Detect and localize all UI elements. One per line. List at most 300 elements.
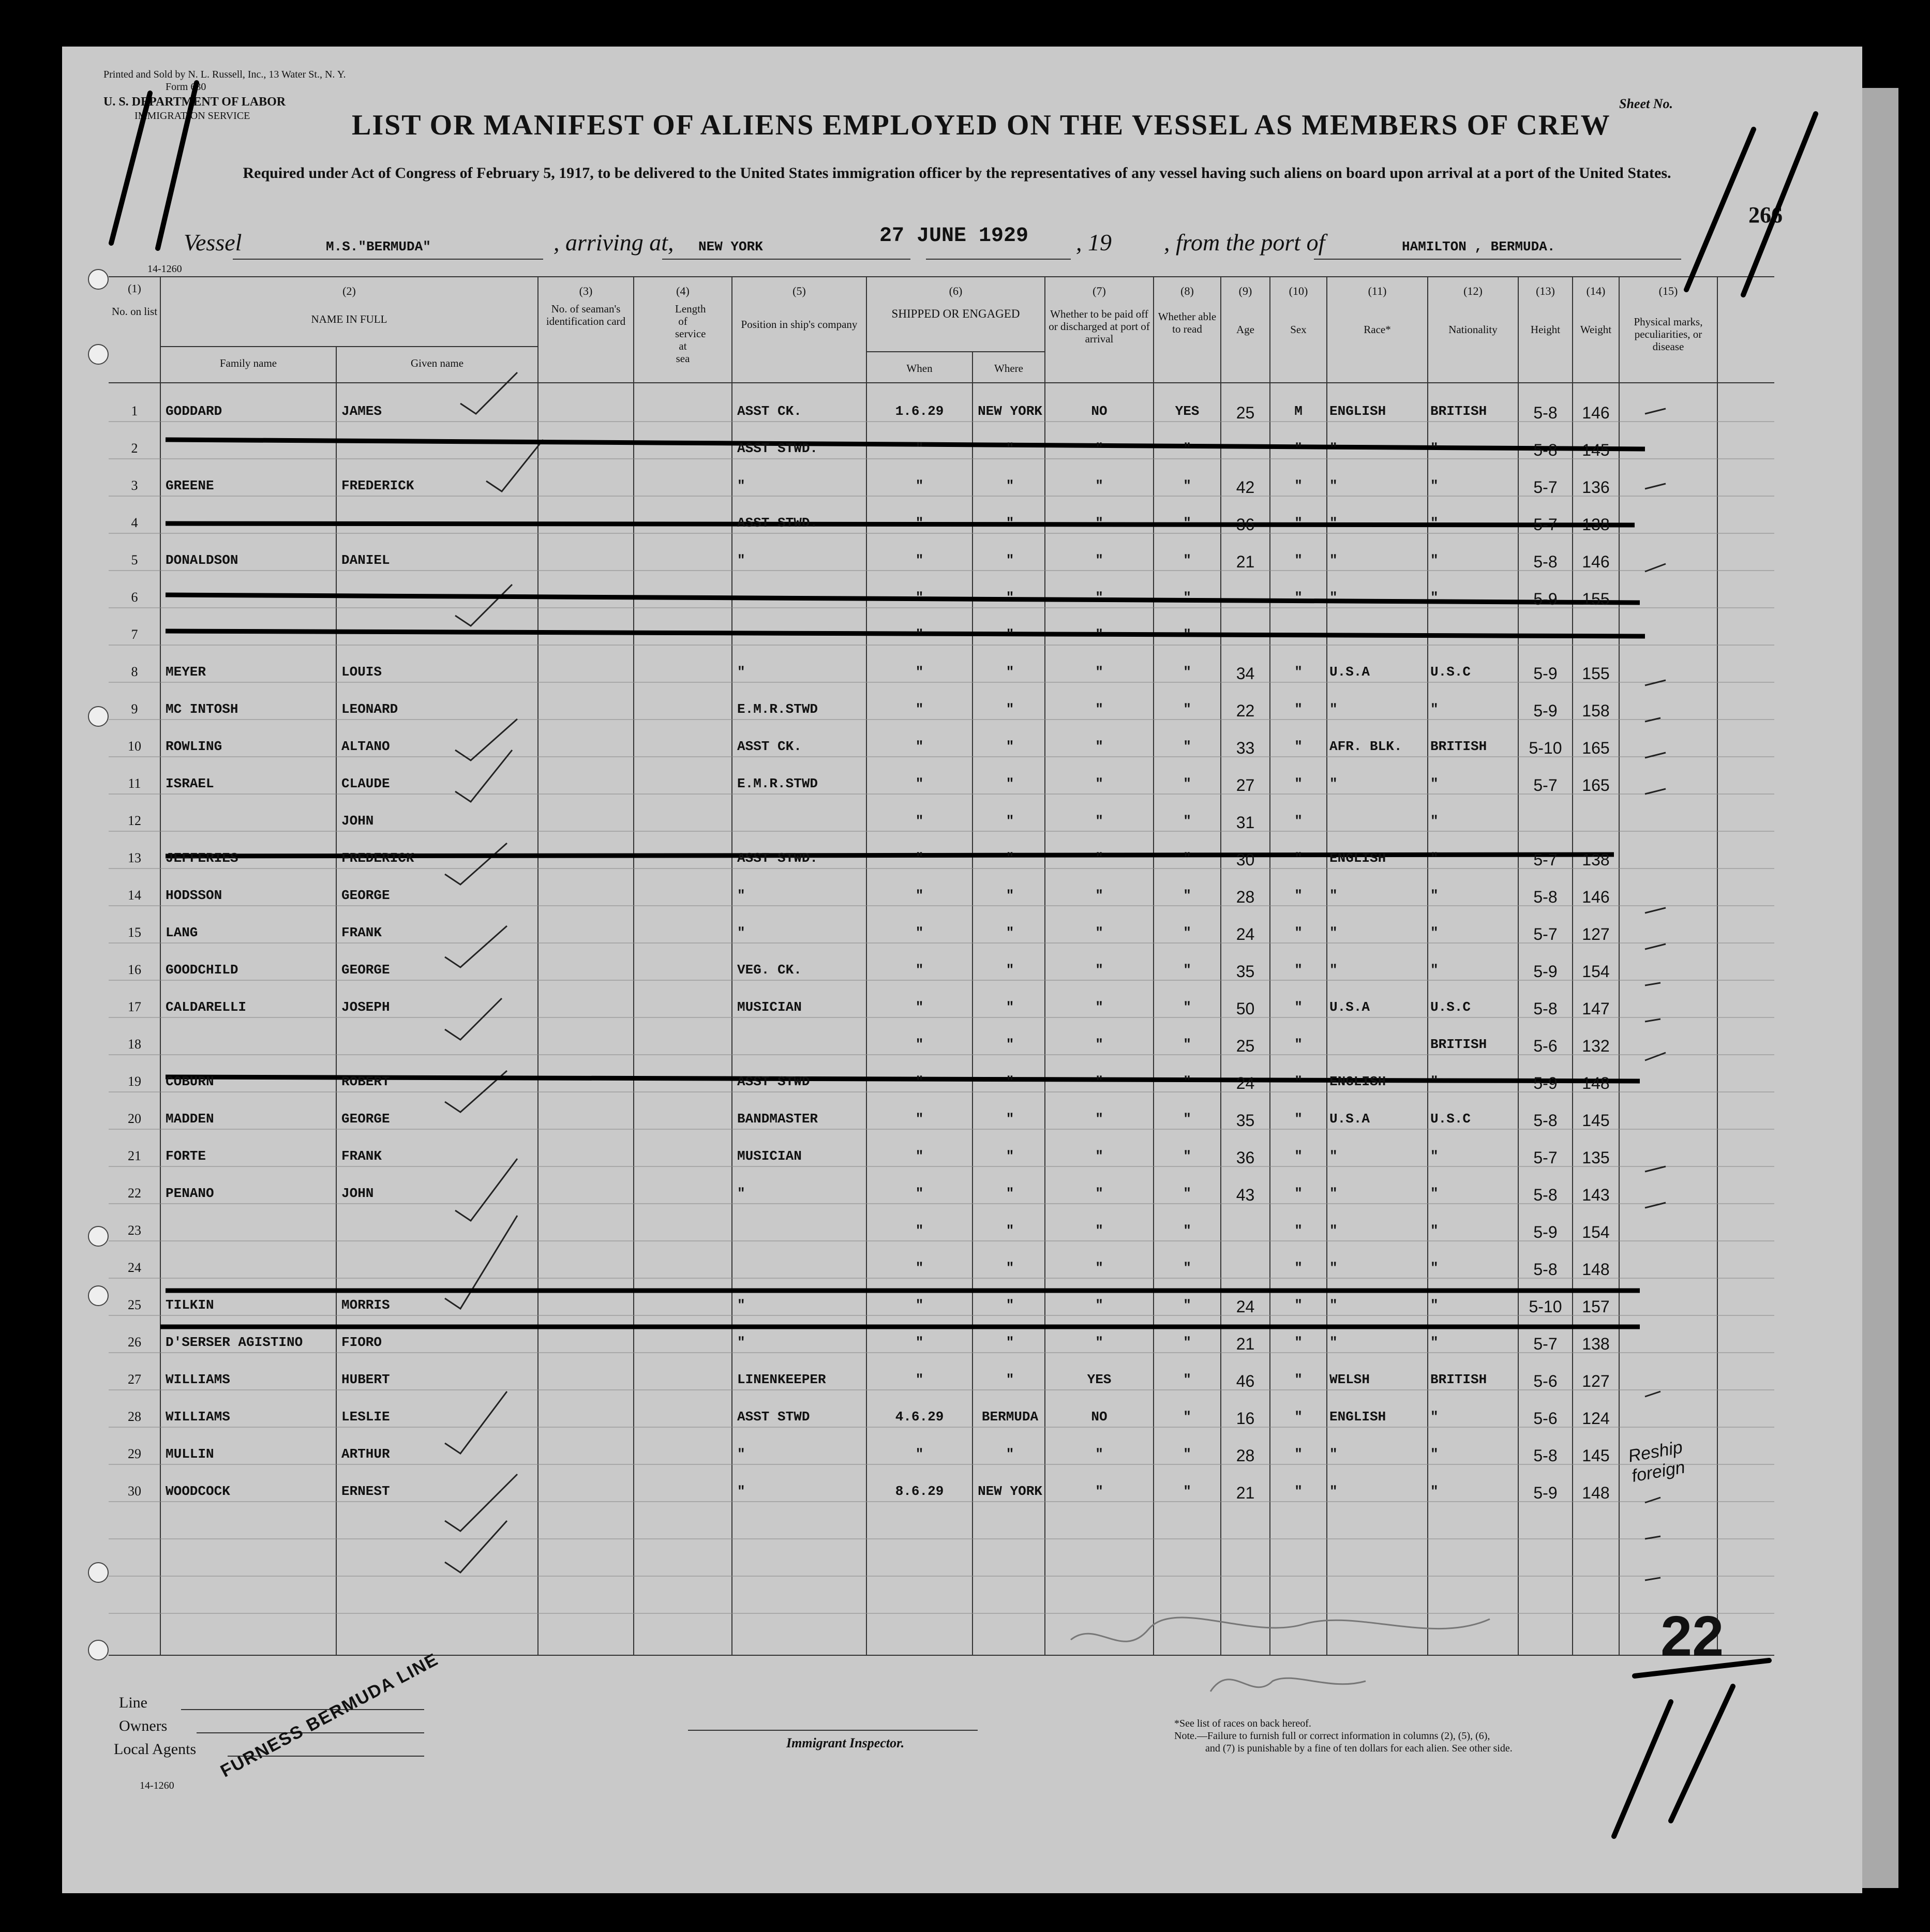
row-22-shipped-when: " (915, 1186, 924, 1201)
row-19-race: ENGLISH (1329, 1074, 1386, 1089)
row-1-shipped-where: NEW YORK (978, 403, 1042, 419)
col-10-number: (10) (1289, 284, 1308, 297)
row-25-given-name: MORRIS (341, 1297, 390, 1313)
row-5-family-name: DONALDSON (166, 552, 238, 568)
row-20-family-name: MADDEN (166, 1111, 214, 1127)
row-16-shipped-where: " (1006, 962, 1014, 978)
row-24-row-number: 24 (128, 1260, 141, 1275)
row-29-race: " (1329, 1446, 1338, 1462)
vessel-name: M.S."BERMUDA" (326, 239, 431, 254)
row-19-paid-off: " (1095, 1074, 1103, 1089)
row-3-height: 5-7 (1533, 478, 1558, 497)
row-13-height: 5-7 (1533, 850, 1558, 869)
row-7-row-number: 7 (131, 627, 138, 642)
row-28-age: 16 (1236, 1409, 1255, 1428)
row-5-shipped-where: " (1006, 552, 1014, 568)
row-30-weight: 148 (1582, 1484, 1610, 1502)
row-19-position: ASST STWD (737, 1074, 810, 1089)
row-17-nationality: U.S.C (1430, 999, 1471, 1015)
row-12-age: 31 (1236, 813, 1255, 832)
form-number: Form 630 (166, 81, 206, 93)
row-25-sex: " (1294, 1297, 1303, 1313)
row-18-height: 5-6 (1533, 1037, 1558, 1055)
row-18-able-read: " (1183, 1037, 1191, 1052)
row-23-row-number: 23 (128, 1223, 141, 1238)
col-3-number: (3) (579, 284, 593, 297)
row-30-family-name: WOODCOCK (166, 1484, 230, 1499)
row-23-able-read: " (1183, 1223, 1191, 1238)
row-6-row-number: 6 (131, 590, 138, 605)
row-30-shipped-when: 8.6.29 (895, 1484, 944, 1499)
row-8-paid-off: " (1095, 664, 1103, 680)
row-12-shipped-where: " (1006, 813, 1014, 829)
row-5-height: 5-8 (1533, 552, 1558, 571)
row-20-row-number: 20 (128, 1111, 141, 1126)
row-12-shipped-when: " (915, 813, 924, 829)
row-26-given-name: FIORO (341, 1335, 382, 1350)
service: IMMIGRATION SERVICE (134, 110, 250, 122)
row-17-shipped-when: " (915, 999, 924, 1015)
row-26-nationality: " (1430, 1335, 1439, 1350)
row-11-position: E.M.R.STWD (737, 776, 818, 791)
col-5-number: (5) (792, 284, 806, 297)
row-11-sex: " (1294, 776, 1303, 791)
row-28-weight: 124 (1582, 1409, 1610, 1428)
row-20-weight: 145 (1582, 1111, 1610, 1130)
row-25-height: 5-10 (1529, 1297, 1562, 1316)
row-25-able-read: " (1183, 1297, 1191, 1313)
penalty-note-2: and (7) is punishable by a fine of ten dollars for each alien. See other side. (1205, 1743, 1513, 1754)
row-15-family-name: LANG (166, 925, 198, 940)
row-9-paid-off: " (1095, 701, 1103, 717)
row-9-weight: 158 (1582, 701, 1610, 720)
row-2-able-read: " (1183, 441, 1191, 456)
row-3-weight: 136 (1582, 478, 1610, 497)
row-22-row-number: 22 (128, 1186, 141, 1201)
row-16-position: VEG. CK. (737, 962, 802, 978)
row-16-shipped-when: " (915, 962, 924, 978)
row-12-paid-off: " (1095, 813, 1103, 829)
row-16-row-number: 16 (128, 962, 141, 977)
form-code: 14-1260 (147, 263, 182, 275)
row-23-height: 5-9 (1533, 1223, 1558, 1241)
row-2-height: 5-8 (1533, 441, 1558, 459)
row-22-weight: 143 (1582, 1186, 1610, 1204)
row-8-given-name: LOUIS (341, 664, 382, 680)
row-15-sex: " (1294, 925, 1303, 940)
row-17-family-name: CALDARELLI (166, 999, 247, 1015)
year-label: , 19 (1076, 229, 1112, 256)
row-21-height: 5-7 (1533, 1148, 1558, 1167)
row-7-able-read: " (1183, 627, 1191, 642)
row-4-race: " (1329, 515, 1338, 531)
row-3-given-name: FREDERICK (341, 478, 414, 493)
row-11-height: 5-7 (1533, 776, 1558, 795)
row-23-nationality: " (1430, 1223, 1439, 1238)
row-3-race: " (1329, 478, 1338, 493)
line-label: Line (119, 1694, 147, 1711)
row-11-able-read: " (1183, 776, 1191, 791)
requirement-text: Required under Act of Congress of February 5, 1917, to be delivered to the United States immigration officer by the representatives of any vessel having such aliens on board upon arrival at a port of the United States. (243, 164, 1671, 182)
row-26-race: " (1329, 1335, 1338, 1350)
row-15-row-number: 15 (128, 925, 141, 940)
row-20-position: BANDMASTER (737, 1111, 818, 1127)
row-27-given-name: HUBERT (341, 1372, 390, 1387)
row-19-age: 24 (1236, 1074, 1255, 1092)
row-4-age: 36 (1236, 515, 1255, 534)
row-10-age: 33 (1236, 739, 1255, 757)
row-27-height: 5-6 (1533, 1372, 1558, 1390)
row-4-paid-off: " (1095, 515, 1103, 531)
row-16-nationality: " (1430, 962, 1439, 978)
col-11-number: (11) (1368, 284, 1387, 297)
header-paid-off: Whether to be paid off or discharged at port of arrival (1049, 308, 1150, 345)
row-22-age: 43 (1236, 1186, 1255, 1204)
row-22-able-read: " (1183, 1186, 1191, 1201)
row-8-position: " (737, 664, 745, 680)
row-8-shipped-where: " (1006, 664, 1014, 680)
row-24-paid-off: " (1095, 1260, 1103, 1276)
row-8-race: U.S.A (1329, 664, 1370, 680)
row-20-nationality: U.S.C (1430, 1111, 1471, 1127)
row-10-shipped-where: " (1006, 739, 1014, 754)
row-13-race: ENGLISH (1329, 850, 1386, 866)
row-3-shipped-where: " (1006, 478, 1014, 493)
row-21-given-name: FRANK (341, 1148, 382, 1164)
row-18-sex: " (1294, 1037, 1303, 1052)
row-1-shipped-when: 1.6.29 (895, 403, 944, 419)
row-30-shipped-where: NEW YORK (978, 1484, 1042, 1499)
header-able-read: Whether able to read (1158, 310, 1217, 335)
row-27-row-number: 27 (128, 1372, 141, 1387)
row-10-shipped-when: " (915, 739, 924, 754)
row-11-race: " (1329, 776, 1338, 791)
row-9-given-name: LEONARD (341, 701, 398, 717)
row-6-paid-off: " (1095, 590, 1103, 605)
row-28-able-read: " (1183, 1409, 1191, 1425)
row-20-given-name: GEORGE (341, 1111, 390, 1127)
row-8-weight: 155 (1582, 664, 1610, 683)
row-24-shipped-where: " (1006, 1260, 1014, 1276)
row-15-nationality: " (1430, 925, 1439, 940)
row-27-shipped-where: " (1006, 1372, 1014, 1387)
row-3-able-read: " (1183, 478, 1191, 493)
row-9-shipped-when: " (915, 701, 924, 717)
col-1-number: (1) (128, 282, 141, 295)
row-24-height: 5-8 (1533, 1260, 1558, 1279)
row-21-race: " (1329, 1148, 1338, 1164)
header-sex: Sex (1290, 323, 1307, 336)
header-weight: Weight (1580, 323, 1612, 336)
row-16-able-read: " (1183, 962, 1191, 978)
header-length-service: Length of service at sea (675, 303, 706, 365)
row-6-sex: " (1294, 590, 1303, 605)
row-24-weight: 148 (1582, 1260, 1610, 1279)
sheet-number-label: Sheet No. (1619, 96, 1673, 111)
row-15-shipped-when: " (915, 925, 924, 940)
row-25-shipped-when: " (915, 1297, 924, 1313)
row-27-weight: 127 (1582, 1372, 1610, 1390)
col-13-number: (13) (1536, 284, 1555, 297)
row-1-paid-off: NO (1091, 403, 1108, 419)
row-17-sex: " (1294, 999, 1303, 1015)
header-family-name: Family name (219, 357, 277, 369)
row-10-weight: 165 (1582, 739, 1610, 757)
row-30-race: " (1329, 1484, 1338, 1499)
row-28-race: ENGLISH (1329, 1409, 1386, 1425)
row-29-position: " (737, 1446, 745, 1462)
row-9-race: " (1329, 701, 1338, 717)
row-22-race: " (1329, 1186, 1338, 1201)
row-26-weight: 138 (1582, 1335, 1610, 1353)
row-28-row-number: 28 (128, 1409, 141, 1424)
row-24-shipped-when: " (915, 1260, 924, 1276)
row-25-paid-off: " (1095, 1297, 1103, 1313)
row-5-shipped-when: " (915, 552, 924, 568)
row-27-race: WELSH (1329, 1372, 1370, 1387)
row-23-shipped-where: " (1006, 1223, 1014, 1238)
row-2-weight: 145 (1582, 441, 1610, 459)
row-24-sex: " (1294, 1260, 1303, 1276)
row-9-position: E.M.R.STWD (737, 701, 818, 717)
row-18-weight: 132 (1582, 1037, 1610, 1055)
row-10-given-name: ALTANO (341, 739, 390, 754)
row-12-able-read: " (1183, 813, 1191, 829)
row-2-nationality: " (1430, 441, 1439, 456)
row-2-shipped-when: " (915, 441, 924, 456)
row-11-age: 27 (1236, 776, 1255, 795)
row-29-family-name: MULLIN (166, 1446, 214, 1462)
row-19-weight: 148 (1582, 1074, 1610, 1092)
row-10-able-read: " (1183, 739, 1191, 754)
row-25-race: " (1329, 1297, 1338, 1313)
row-4-shipped-where: " (1006, 515, 1014, 531)
row-5-race: " (1329, 552, 1338, 568)
department: U. S. DEPARTMENT OF LABOR (103, 95, 286, 109)
row-14-age: 28 (1236, 888, 1255, 906)
row-30-age: 21 (1236, 1484, 1255, 1502)
row-3-sex: " (1294, 478, 1303, 493)
from-port: HAMILTON , BERMUDA. (1402, 239, 1555, 254)
races-note: *See list of races on back hereof. (1174, 1718, 1311, 1729)
row-21-row-number: 21 (128, 1148, 141, 1163)
row-27-family-name: WILLIAMS (166, 1372, 230, 1387)
row-1-sex: M (1294, 403, 1303, 419)
row-14-row-number: 14 (128, 888, 141, 903)
row-26-able-read: " (1183, 1335, 1191, 1350)
row-15-height: 5-7 (1533, 925, 1558, 943)
row-23-sex: " (1294, 1223, 1303, 1238)
date-stamp: 27 JUNE 1929 (879, 224, 1029, 248)
row-14-shipped-where: " (1006, 888, 1014, 903)
col-8-number: (8) (1180, 284, 1194, 297)
row-16-race: " (1329, 962, 1338, 978)
row-15-shipped-where: " (1006, 925, 1014, 940)
row-21-age: 36 (1236, 1148, 1255, 1167)
row-15-given-name: FRANK (341, 925, 382, 940)
footer-form-code: 14-1260 (140, 1780, 174, 1791)
row-16-family-name: GOODCHILD (166, 962, 238, 978)
header-age: Age (1236, 323, 1254, 336)
row-17-row-number: 17 (128, 999, 141, 1014)
row-6-height: 5-9 (1533, 590, 1558, 608)
row-8-age: 34 (1236, 664, 1255, 683)
row-16-age: 35 (1236, 962, 1255, 981)
header-physical: Physical marks, peculiarities, or disease (1634, 316, 1703, 353)
row-20-age: 35 (1236, 1111, 1255, 1130)
row-19-shipped-where: " (1006, 1074, 1014, 1089)
row-26-paid-off: " (1095, 1335, 1103, 1350)
row-3-nationality: " (1430, 478, 1439, 493)
row-15-age: 24 (1236, 925, 1255, 943)
row-13-shipped-where: " (1006, 850, 1014, 866)
row-14-given-name: GEORGE (341, 888, 390, 903)
row-26-family-name: D'SERSER AGISTINO (166, 1335, 303, 1350)
col-6-number: (6) (949, 284, 963, 297)
row-26-height: 5-7 (1533, 1335, 1558, 1353)
row-11-shipped-when: " (915, 776, 924, 791)
row-9-height: 5-9 (1533, 701, 1558, 720)
row-5-able-read: " (1183, 552, 1191, 568)
row-14-able-read: " (1183, 888, 1191, 903)
row-27-shipped-when: " (915, 1372, 924, 1387)
header-given-name: Given name (410, 357, 464, 369)
row-17-able-read: " (1183, 999, 1191, 1015)
row-4-nationality: " (1430, 515, 1439, 531)
row-21-family-name: FORTE (166, 1148, 206, 1164)
row-27-position: LINENKEEPER (737, 1372, 826, 1387)
row-22-sex: " (1294, 1186, 1303, 1201)
from-label: , from the port of (1164, 229, 1325, 256)
row-5-weight: 146 (1582, 552, 1610, 571)
row-9-sex: " (1294, 701, 1303, 717)
inspector-label: Immigrant Inspector. (786, 1735, 905, 1750)
row-30-row-number: 30 (128, 1484, 141, 1499)
row-27-sex: " (1294, 1372, 1303, 1387)
row-26-age: 21 (1236, 1335, 1255, 1353)
row-15-paid-off: " (1095, 925, 1103, 940)
header-name-in-full: NAME IN FULL (311, 313, 387, 325)
row-17-paid-off: " (1095, 999, 1103, 1015)
row-19-sex: " (1294, 1074, 1303, 1089)
row-12-sex: " (1294, 813, 1303, 829)
col-4-number: (4) (676, 284, 690, 297)
row-13-able-read: " (1183, 850, 1191, 866)
row-28-shipped-when: 4.6.29 (895, 1409, 944, 1425)
row-19-height: 5-9 (1533, 1074, 1558, 1092)
total-count: 22 (1660, 1605, 1724, 1668)
row-24-race: " (1329, 1260, 1338, 1276)
row-6-able-read: " (1183, 590, 1191, 605)
header-height: Height (1530, 323, 1561, 336)
row-20-shipped-when: " (915, 1111, 924, 1127)
row-15-position: " (737, 925, 745, 940)
row-8-family-name: MEYER (166, 664, 206, 680)
row-1-family-name: GODDARD (166, 403, 222, 419)
row-16-sex: " (1294, 962, 1303, 978)
row-29-height: 5-8 (1533, 1446, 1558, 1465)
row-30-nationality: " (1430, 1484, 1439, 1499)
row-16-weight: 154 (1582, 962, 1610, 981)
row-13-given-name: FREDERICK (341, 850, 414, 866)
row-5-paid-off: " (1095, 552, 1103, 568)
row-18-shipped-when: " (915, 1037, 924, 1052)
row-4-shipped-when: " (915, 515, 924, 531)
row-23-paid-off: " (1095, 1223, 1103, 1238)
row-6-shipped-when: " (915, 590, 924, 605)
row-18-age: 25 (1236, 1037, 1255, 1055)
document-title: LIST OR MANIFEST OF ALIENS EMPLOYED ON THE VESSEL AS MEMBERS OF CREW (352, 109, 1611, 141)
row-25-age: 24 (1236, 1297, 1255, 1316)
row-17-shipped-where: " (1006, 999, 1014, 1015)
row-25-shipped-where: " (1006, 1297, 1014, 1313)
col-2-number: (2) (342, 284, 356, 297)
page-number: 266 (1748, 202, 1783, 228)
row-20-able-read: " (1183, 1111, 1191, 1127)
row-8-nationality: U.S.C (1430, 664, 1471, 680)
row-19-row-number: 19 (128, 1074, 141, 1089)
row-10-sex: " (1294, 739, 1303, 754)
row-26-shipped-when: " (915, 1335, 924, 1350)
printer-line: Printed and Sold by N. L. Russell, Inc., 13 Water St., N. Y. (103, 69, 346, 80)
row-28-sex: " (1294, 1409, 1303, 1425)
row-29-age: 28 (1236, 1446, 1255, 1465)
row-6-weight: 155 (1582, 590, 1610, 608)
company-stamp: FURNESS BERMUDA LINE (217, 1649, 442, 1781)
row-2-position: ASST STWD. (737, 441, 818, 456)
row-9-family-name: MC INTOSH (166, 701, 238, 717)
row-5-given-name: DANIEL (341, 552, 390, 568)
row-14-paid-off: " (1095, 888, 1103, 903)
row-10-paid-off: " (1095, 739, 1103, 754)
header-where: Where (994, 362, 1023, 375)
row-28-family-name: WILLIAMS (166, 1409, 230, 1425)
row-8-shipped-when: " (915, 664, 924, 680)
row-20-height: 5-8 (1533, 1111, 1558, 1130)
row-30-given-name: ERNEST (341, 1484, 390, 1499)
row-4-weight: 138 (1582, 515, 1610, 534)
row-21-position: MUSICIAN (737, 1148, 802, 1164)
row-21-shipped-where: " (1006, 1148, 1014, 1164)
row-14-sex: " (1294, 888, 1303, 903)
row-19-shipped-when: " (915, 1074, 924, 1089)
row-16-given-name: GEORGE (341, 962, 390, 978)
row-21-paid-off: " (1095, 1148, 1103, 1164)
row-22-paid-off: " (1095, 1186, 1103, 1201)
row-18-shipped-where: " (1006, 1037, 1014, 1052)
col-15-number: (15) (1658, 284, 1678, 297)
row-19-able-read: " (1183, 1074, 1191, 1089)
row-21-able-read: " (1183, 1148, 1191, 1164)
row-2-row-number: 2 (131, 441, 138, 456)
row-1-nationality: BRITISH (1430, 403, 1487, 419)
row-27-age: 46 (1236, 1372, 1255, 1390)
row-13-age: 30 (1236, 850, 1255, 869)
header-when: When (906, 362, 933, 375)
col-7-number: (7) (1093, 284, 1106, 297)
row-3-shipped-when: " (915, 478, 924, 493)
header-race: Race* (1364, 323, 1391, 336)
row-17-weight: 147 (1582, 999, 1610, 1018)
row-22-family-name: PENANO (166, 1186, 214, 1201)
row-12-row-number: 12 (128, 813, 141, 828)
row-29-row-number: 29 (128, 1446, 141, 1461)
row-21-nationality: " (1430, 1148, 1439, 1164)
row-12-nationality: " (1430, 813, 1439, 829)
row-11-family-name: ISRAEL (166, 776, 214, 791)
row-2-paid-off: " (1095, 441, 1103, 456)
row-1-position: ASST CK. (737, 403, 802, 419)
